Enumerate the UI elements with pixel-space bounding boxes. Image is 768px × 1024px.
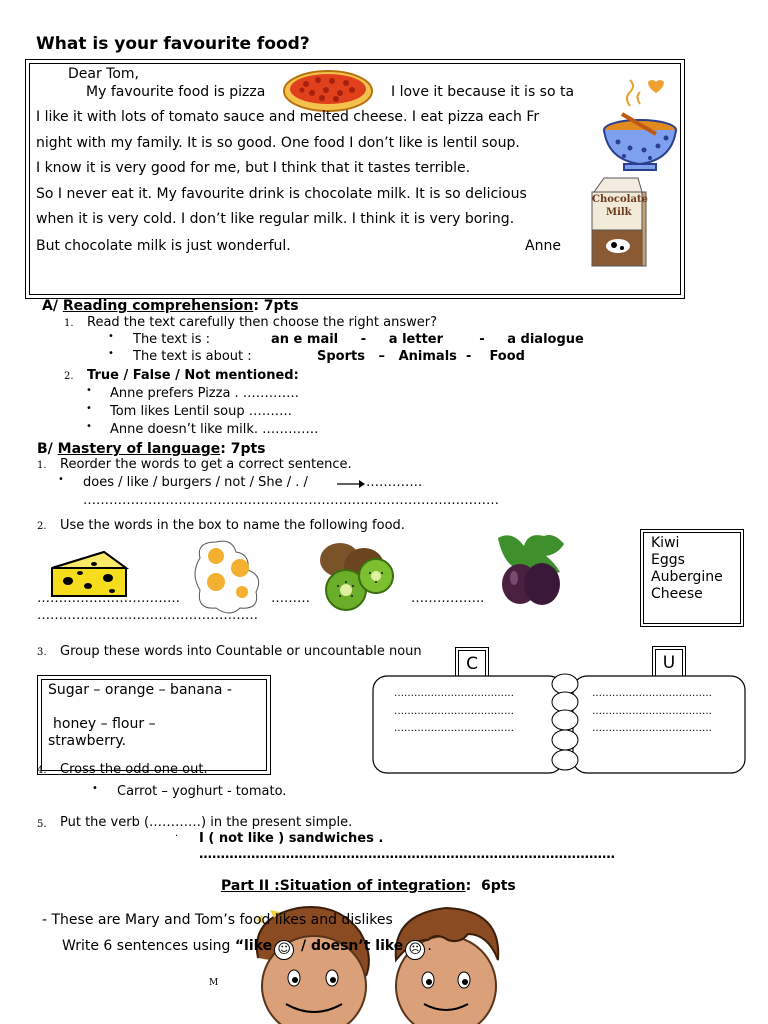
milk-label: Chocolate xyxy=(592,194,648,205)
instruction-line xyxy=(62,938,432,960)
question-number: 3. xyxy=(37,647,47,658)
question-number: 1. xyxy=(64,318,74,329)
list-item: Tom likes Lentil soup ………. xyxy=(110,404,292,419)
question-number: 4. xyxy=(37,765,47,776)
part-two-heading xyxy=(221,878,516,894)
option-label: The text is : xyxy=(133,332,210,347)
food-word: Aubergine xyxy=(651,569,723,585)
food-word: Eggs xyxy=(651,552,685,568)
section-prefix: B/ xyxy=(37,441,58,457)
question-text: Use the words in the box to name the following food. xyxy=(60,518,405,533)
bullet: • xyxy=(108,331,114,342)
chocolate-milk-image xyxy=(588,176,648,266)
countable-label: C xyxy=(458,650,486,678)
list-item: Anne prefers Pizza . …………. xyxy=(110,386,299,401)
list-item: Anne doesn’t like milk. …………. xyxy=(110,422,319,437)
soup-bowl-image xyxy=(600,78,682,174)
letter-line: when it is very cold. I don’t like regular milk. I think it is very boring. xyxy=(36,211,515,227)
milk-label: Milk xyxy=(606,207,632,218)
uncountable-label: U xyxy=(655,649,683,677)
answer-dots: ……………………………… xyxy=(394,723,514,734)
part-title: Part II :Situation of integration xyxy=(221,878,466,894)
bullet: • xyxy=(92,783,98,794)
mary-label: M xyxy=(209,978,219,988)
bullet: • xyxy=(86,385,92,396)
question-text: Cross the odd one out. xyxy=(60,762,208,777)
answer-dots: …………………………………………………………………………………… xyxy=(199,847,615,862)
question-text: Reorder the words to get a correct sentence. xyxy=(60,457,352,472)
answer-dots: ……………………………… xyxy=(592,723,712,734)
question-item: I ( not like ) sandwiches . xyxy=(199,831,384,846)
question-number: 1. xyxy=(37,460,47,471)
answer-dots: ……………………………… xyxy=(592,688,712,699)
letter-line: night with my family. It is so good. One food I don’t like is lentil soup. xyxy=(36,135,520,151)
section-points: : 7pts xyxy=(253,298,299,314)
letter-line: I know it is very good for me, but I think that it tastes terrible. xyxy=(36,160,471,176)
section-a-heading xyxy=(42,298,299,314)
answer-dots: ……………………………… xyxy=(394,706,514,717)
like-keyword: “like xyxy=(234,938,273,954)
letter-signature: Anne xyxy=(525,238,561,254)
dislike-keyword: / doesn’t like xyxy=(296,938,404,954)
word-group-line: honey – flour – xyxy=(53,716,156,732)
option-label: The text is about : xyxy=(133,349,252,364)
question-number: 2. xyxy=(37,521,47,532)
answer-dots: …………………………………………… xyxy=(37,608,258,623)
section-title: Mastery of language xyxy=(57,441,221,457)
smiley-icon: ☺ xyxy=(274,940,294,960)
part-points: : 6pts xyxy=(465,878,516,894)
instruction-text: Write 6 sentences using xyxy=(62,938,235,954)
word-list: does / like / burgers / not / She / . / xyxy=(83,475,308,490)
word-group-line: Sugar – orange – banana - xyxy=(48,682,232,698)
letter-line: My favourite food is pizza xyxy=(86,84,266,100)
answer-dots: …………………………………………………………………………………… xyxy=(83,493,499,508)
bullet: • xyxy=(108,348,114,359)
letter-line: But chocolate milk is just wonderful. xyxy=(36,238,291,254)
eggs-image xyxy=(194,538,272,612)
question-number: 5. xyxy=(37,819,47,830)
bullet: • xyxy=(86,421,92,432)
option-choices: Sports – Animals - Food xyxy=(317,349,525,364)
instruction-text: . xyxy=(427,938,432,954)
kiwi-image xyxy=(318,540,398,614)
letter-line: So I never eat it. My favourite drink is chocolate milk. It is so delicious xyxy=(36,186,527,202)
question-number: 2. xyxy=(64,371,74,382)
answer-dots: …………….. xyxy=(411,591,485,606)
question-text: Group these words into Countable or uncountable noun xyxy=(60,644,422,659)
arrow-right-icon xyxy=(337,478,365,490)
instruction-line: - These are Mary and Tom’s food likes and dislikes xyxy=(42,912,393,928)
bullet: • xyxy=(58,474,64,485)
pizza-image xyxy=(282,68,374,114)
section-b-heading xyxy=(37,441,266,457)
option-choices: an e mail - a letter - a dialogue xyxy=(271,332,584,347)
section-title: Reading comprehension xyxy=(62,298,254,314)
question-text: Read the text carefully then choose the right answer? xyxy=(87,315,437,330)
food-word: Cheese xyxy=(651,586,703,602)
food-word: Kiwi xyxy=(651,535,680,551)
section-points: : 7pts xyxy=(220,441,266,457)
q4-clip xyxy=(30,762,270,784)
section-prefix: A/ xyxy=(42,298,63,314)
letter-line: I like it with lots of tomato sauce and melted cheese. I eat pizza each Fr xyxy=(36,109,540,125)
tom-face-image xyxy=(388,900,506,1024)
bullet: · xyxy=(175,831,179,842)
letter-line: I love it because it is so ta xyxy=(391,84,575,100)
answer-dots: ……………………………… xyxy=(394,688,514,699)
question-text: Put the verb (…………) in the present simple. xyxy=(60,815,353,830)
answer-dots: ……… xyxy=(271,591,310,606)
list-item: Carrot – yoghurt - tomato. xyxy=(117,784,287,799)
frown-icon: ☹ xyxy=(405,940,425,960)
answer-dots: …………. xyxy=(366,475,423,490)
page-title: What is your favourite food? xyxy=(36,34,310,54)
letter-greeting: Dear Tom, xyxy=(68,66,140,82)
aubergine-image xyxy=(488,528,572,608)
answer-dots: ……………………………… xyxy=(592,706,712,717)
bullet: • xyxy=(86,403,92,414)
question-text: True / False / Not mentioned: xyxy=(87,368,299,383)
word-group-line: strawberry. xyxy=(48,733,127,749)
answer-dots: …………………………… xyxy=(37,591,180,606)
